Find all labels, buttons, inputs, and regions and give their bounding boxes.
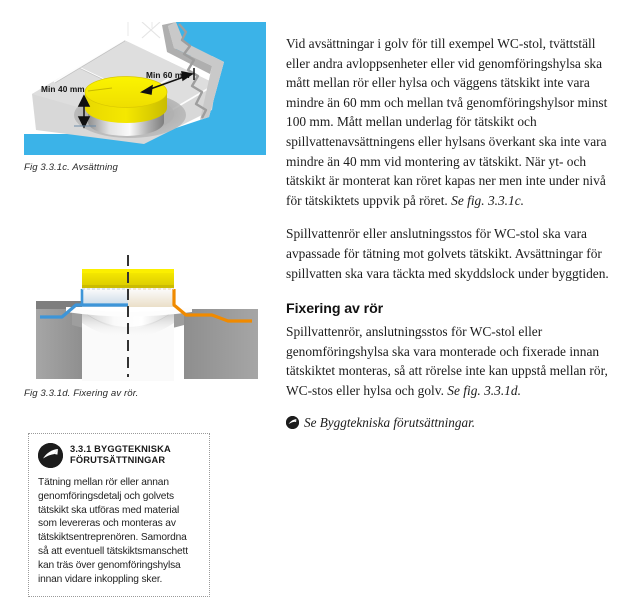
right-column <box>286 34 611 431</box>
figure-3-3-1c-image <box>24 22 266 155</box>
circle-arrow-icon <box>38 443 63 468</box>
infobox-title: 3.3.1 BYGGTEKNISKA FÖRUTSÄTTNINGAR <box>70 444 171 466</box>
infobox-header <box>38 443 199 468</box>
paragraph-fixering-figure-ref: Se fig. 3.3.1d. <box>447 382 521 398</box>
paragraph-fixering <box>286 322 611 400</box>
figure-3-3-1c-caption: Fig 3.3.1c. Avsättning <box>24 162 118 173</box>
left-column <box>24 22 266 399</box>
paragraph-avsattningar <box>286 34 611 210</box>
cross-reference-text: Se Byggtekniska förutsättningar. <box>304 414 476 430</box>
paragraph-avsattningar-text: Vid avsättningar i golv för till exempel WC-stol, tvättställ eller andra avloppsenheter eller vid genomföringshylsa ska mått mellan rör eller hylsa och väggens tätskikt inte vara mindre än 60 mm och mellan två genomföringshylsor minst 100 mm. Mått mellan underlag för tätskikt och spillvattenavsättningens eller hylsans överkant ska inte vara mindre än 40 mm vid montering av tätskikt. När yt- och tätskikt är monterat kan röret kapas ner men inte under nivå för tätskiktets uppvik på röret. <box>286 36 608 208</box>
figure-3-3-1d <box>24 249 266 399</box>
cross-section-pipe-fixing-illustration <box>24 249 266 381</box>
paragraph-spillvattenror <box>286 224 611 283</box>
circle-arrow-icon <box>286 416 299 429</box>
dimension-label-min-60: Min 60 mm <box>146 70 190 80</box>
paragraph-fixering-text: Spillvattenrör, anslutningsstos för WC-stol eller genomföringshylsa ska vara monterade och fixerade innan tätskiktet monteras, så att rörelse inte kan uppstå mellan rör, WC-stos eller hylsa och golv. <box>286 324 608 398</box>
figure-3-3-1c <box>24 22 266 173</box>
paragraph-avsattningar-figure-ref: Se fig. 3.3.1c. <box>451 192 525 208</box>
figure-3-3-1d-caption: Fig 3.3.1d. Fixering av rör. <box>24 388 139 399</box>
dimension-label-min-40: Min 40 mm <box>41 84 85 94</box>
infobox-body-text: Tätning mellan rör eller annan genomföringsdetalj och golvets tätskikt ska utföras med material som levereras och monteras av tätskiktsentreprenören. Samordna så att eventuell tätskiktsmanschett kan träs över genomföringshylsa innan vidare inkoppling sker. <box>38 477 188 585</box>
infobox-byggtekniska-forutsattningar <box>28 433 210 597</box>
cross-reference-line <box>286 414 611 431</box>
paragraph-spillvattenror-text: Spillvattenrör eller anslutningsstos för WC-stol ska vara avpassade för tätning mot golvets tätskikt. Avsättningar för spillvatten ska vara täckta med skyddslock under byggtiden. <box>286 226 609 281</box>
section-heading-fixering-av-ror: Fixering av rör <box>286 301 384 318</box>
figure-3-3-1d-image <box>24 249 266 381</box>
